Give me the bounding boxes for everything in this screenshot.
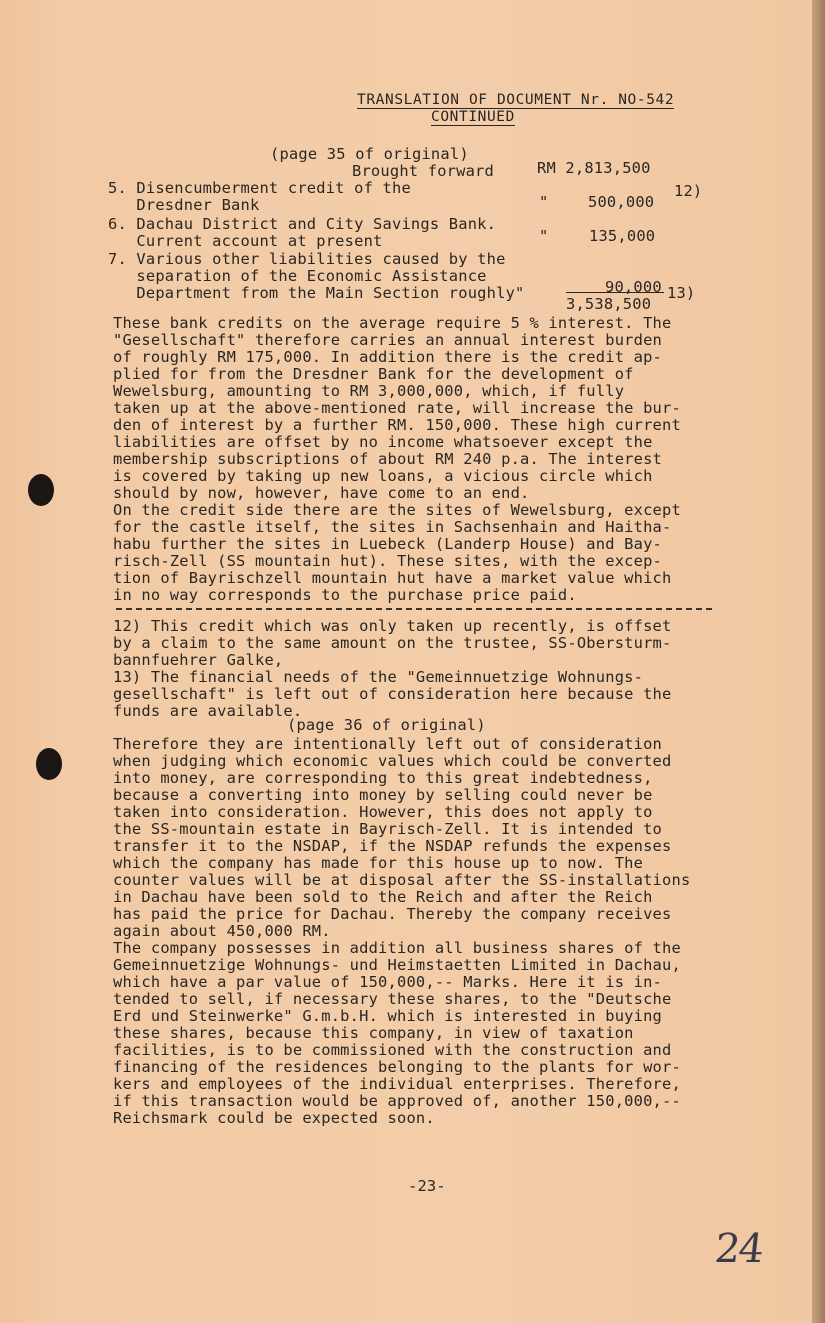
text-line: into money, are corresponding to this great indebtedness, bbox=[113, 769, 653, 787]
text-line: should by now, however, have come to an end. bbox=[113, 484, 530, 502]
brought-forward-amount: RM 2,813,500 bbox=[537, 159, 651, 177]
text-line: again about 450,000 RM. bbox=[113, 922, 331, 940]
text-line: has paid the price for Dachau. Thereby the company receives bbox=[113, 905, 672, 923]
text-line: Therefore they are intentionally left out of consideration bbox=[113, 735, 663, 753]
item-5-footnote-ref: 12) bbox=[674, 182, 703, 200]
item-6-line-1: 6. Dachau District and City Savings Bank. bbox=[108, 215, 497, 233]
text-line: kers and employees of the individual enterprises. Therefore, bbox=[113, 1075, 681, 1093]
text-line: On the credit side there are the sites of Wewelsburg, except bbox=[113, 501, 681, 519]
total-amount: 3,538,500 bbox=[566, 295, 652, 313]
text-line: risch-Zell (SS mountain hut). These sites, with the excep- bbox=[113, 552, 663, 570]
item-7-line-1: 7. Various other liabilities caused by the bbox=[108, 250, 506, 268]
text-line: the SS-mountain estate in Bayrisch-Zell. It is intended to bbox=[113, 820, 663, 838]
text-line: facilities, is to be commissioned with the construction and bbox=[113, 1041, 672, 1059]
sum-underline bbox=[566, 292, 664, 293]
text-line: in no way corresponds to the purchase price paid. bbox=[113, 586, 577, 604]
item-7-line-2: separation of the Economic Assistance bbox=[108, 267, 487, 285]
text-line: tended to sell, if necessary these shares, to the "Deutsche bbox=[113, 990, 672, 1008]
item-7-footnote-ref: 13) bbox=[667, 284, 696, 302]
punch-hole-top bbox=[28, 474, 54, 506]
item-7-amount: 90,000 bbox=[605, 278, 662, 296]
text-line: habu further the sites in Luebeck (Landerp House) and Bay- bbox=[113, 535, 663, 553]
footnote-line: funds are available. bbox=[113, 702, 303, 720]
brought-forward-label: Brought forward bbox=[352, 162, 494, 180]
text-line: if this transaction would be approved of, another 150,000,-- bbox=[113, 1092, 681, 1110]
text-line: taken up at the above-mentioned rate, will increase the bur- bbox=[113, 399, 681, 417]
item-6-amount: 135,000 bbox=[589, 227, 656, 245]
text-line: membership subscriptions of about RM 240 p.a. The interest bbox=[113, 450, 663, 468]
text-line: Gemeinnuetzige Wohnungs- und Heimstaetten Limited in Dachau, bbox=[113, 956, 681, 974]
footnote-line: by a claim to the same amount on the trustee, SS-Obersturm- bbox=[113, 634, 672, 652]
item-5-amount: 500,000 bbox=[588, 193, 655, 211]
text-line: Wewelsburg, amounting to RM 3,000,000, which, if fully bbox=[113, 382, 625, 400]
text-line: when judging which economic values which could be converted bbox=[113, 752, 672, 770]
document-header-continued: CONTINUED bbox=[431, 109, 515, 125]
item-7-line-3: Department from the Main Section roughly" bbox=[108, 284, 525, 302]
page-reference-36: (page 36 of original) bbox=[287, 716, 486, 734]
handwritten-page-number: 24 bbox=[712, 1226, 765, 1272]
footnote-line: 12) This credit which was only taken up recently, is offset bbox=[113, 617, 672, 635]
text-line: financing of the residences belonging to the plants for wor- bbox=[113, 1058, 681, 1076]
text-line: for the castle itself, the sites in Sachsenhain and Haitha- bbox=[113, 518, 672, 536]
text-line: den of interest by a further RM. 150,000. These high current bbox=[113, 416, 681, 434]
page-reference-35: (page 35 of original) bbox=[270, 145, 469, 163]
text-line: tion of Bayrischzell mountain hut have a market value which bbox=[113, 569, 672, 587]
text-line: Erd und Steinwerke" G.m.b.H. which is interested in buying bbox=[113, 1007, 663, 1025]
text-line: plied for from the Dresdner Bank for the development of bbox=[113, 365, 634, 383]
footnote-line: gesellschaft" is left out of consideration here because the bbox=[113, 685, 672, 703]
text-line: taken into consideration. However, this does not apply to bbox=[113, 803, 653, 821]
punch-hole-bottom bbox=[36, 748, 62, 780]
text-line: because a converting into money by selling could never be bbox=[113, 786, 653, 804]
text-line: is covered by taking up new loans, a vicious circle which bbox=[113, 467, 653, 485]
footnote-separator bbox=[116, 608, 712, 610]
text-line: these shares, because this company, in view of taxation bbox=[113, 1024, 634, 1042]
text-line: transfer it to the NSDAP, if the NSDAP refunds the expenses bbox=[113, 837, 672, 855]
text-line: which the company has made for this house up to now. The bbox=[113, 854, 644, 872]
page-edge bbox=[812, 0, 825, 1323]
document-header-title: TRANSLATION OF DOCUMENT Nr. NO-542 bbox=[357, 92, 675, 108]
text-line: in Dachau have been sold to the Reich and after the Reich bbox=[113, 888, 653, 906]
text-line: The company possesses in addition all business shares of the bbox=[113, 939, 681, 957]
item-5-line-1: 5. Disencumberment credit of the bbox=[108, 179, 411, 197]
text-line: "Gesellschaft" therefore carries an annual interest burden bbox=[113, 331, 663, 349]
text-line: liabilities are offset by no income whatsoever except the bbox=[113, 433, 653, 451]
footnote-line: 13) The financial needs of the "Gemeinnuetzige Wohnungs- bbox=[113, 668, 644, 686]
page-number: -23- bbox=[408, 1177, 446, 1195]
text-line: counter values will be at disposal after the SS-installations bbox=[113, 871, 691, 889]
text-line: These bank credits on the average require 5 % interest. The bbox=[113, 314, 672, 332]
item-6-line-2: Current account at present bbox=[108, 232, 383, 250]
item-6-ditto: " bbox=[539, 227, 549, 245]
item-5-ditto: " bbox=[539, 193, 549, 211]
item-5-line-2: Dresdner Bank bbox=[108, 196, 260, 214]
text-line: which have a par value of 150,000,-- Marks. Here it is in- bbox=[113, 973, 663, 991]
footnote-line: bannfuehrer Galke, bbox=[113, 651, 284, 669]
text-line: Reichsmark could be expected soon. bbox=[113, 1109, 435, 1127]
text-line: of roughly RM 175,000. In addition there is the credit ap- bbox=[113, 348, 663, 366]
